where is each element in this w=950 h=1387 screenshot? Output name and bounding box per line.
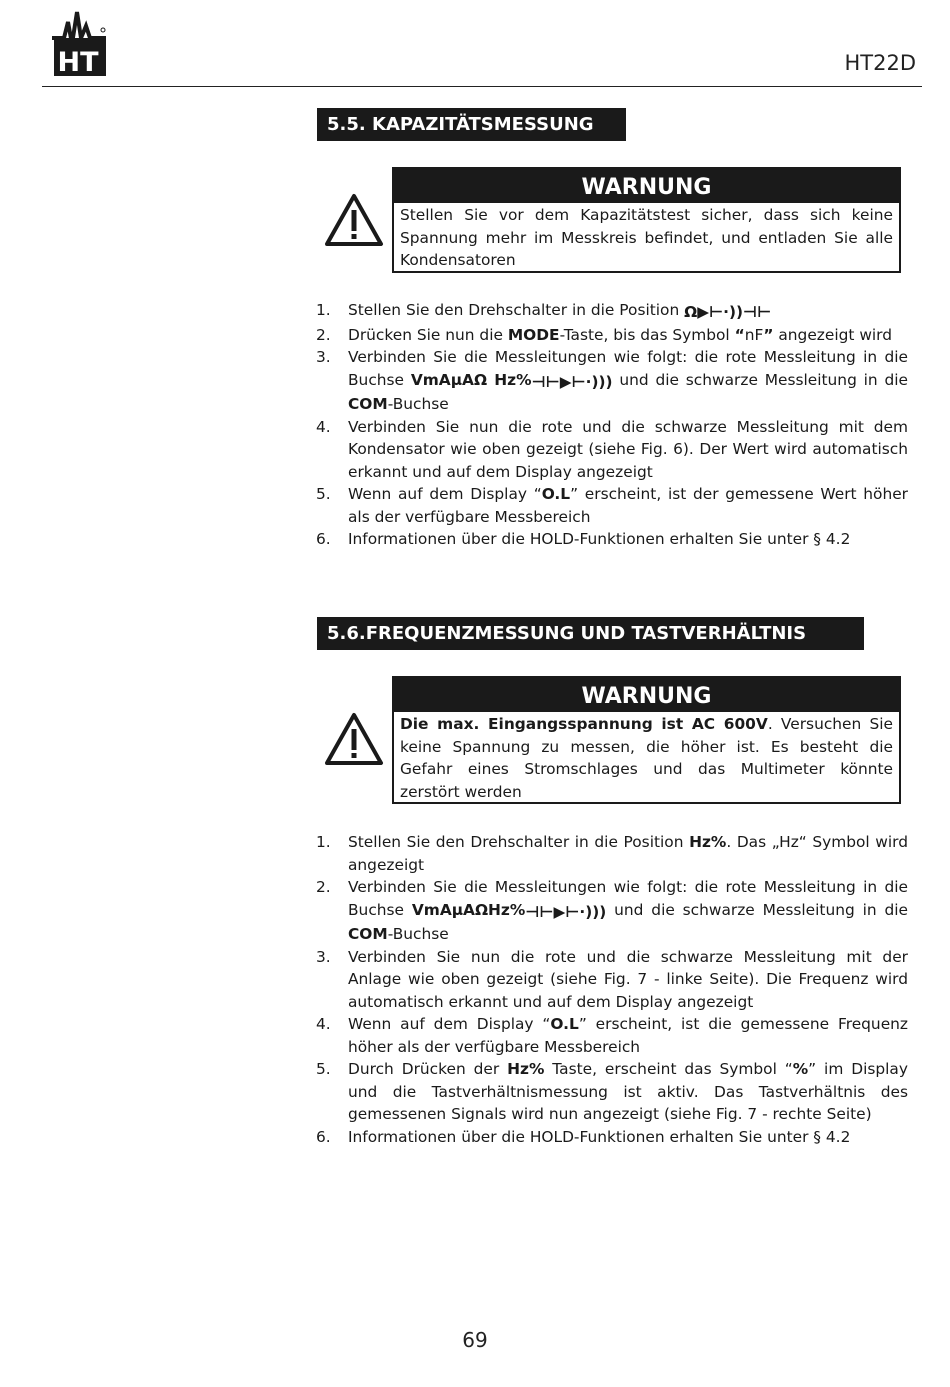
list-item: 1. Stellen Sie den Drehschalter in die Position Hz%. Das „Hz“ Symbol wird angezeigt — [316, 833, 908, 874]
list-item: 2. Verbinden Sie die Messleitungen wie folgt: die rote Messleitung in die Buchse VmAµAΩHz%⊣⊢▶⊢·))) und die schwarze Messleitung in die COM-Buchse — [316, 878, 908, 943]
warning-triangle-icon — [324, 193, 384, 247]
logo-text: HT — [57, 47, 99, 78]
percent-symbol: % — [792, 1060, 809, 1078]
warning-box-frequency — [392, 676, 901, 804]
hz-position-label: Hz% — [689, 833, 727, 851]
ht-logo — [50, 8, 108, 78]
warning-text: Stellen Sie vor dem Kapazitätstest sicher, dass sich keine Spannung mehr im Messkreis befindet, und entladen Sie alle Kondensatoren — [400, 206, 893, 269]
input-jack-label: VmAµAΩ Hz% — [410, 370, 532, 389]
list-item: 5. Durch Drücken der Hz% Taste, erscheint das Symbol “%” im Display und die Tastverhältnismessung ist aktiv. Das Tastverhältnis des gemessenen Signals wird nun angezeigt (siehe Fig. 7 - rechte Seite) — [316, 1060, 908, 1123]
list-item: 6. Informationen über die HOLD-Funktionen erhalten Sie unter § 4.2 — [316, 530, 851, 548]
com-jack-label: COM — [348, 925, 388, 943]
com-jack-label: COM — [348, 395, 388, 413]
warning-triangle-icon — [324, 712, 384, 766]
list-item: 6. Informationen über die HOLD-Funktionen erhalten Sie unter § 4.2 — [316, 1127, 851, 1146]
section-title-capacity: 5.5. KAPAZITÄTSMESSUNG — [317, 108, 626, 141]
input-jack-label: VmAµAΩHz% — [411, 900, 526, 919]
list-item: 5. Wenn auf dem Display “O.L” erscheint, ist der gemessene Wert höher als der verfügbare Messbereich — [316, 485, 908, 526]
warning-heading: WARNUNG — [394, 678, 899, 712]
list-item: 2. Drücken Sie nun die MODE-Taste, bis das Symbol “nF” angezeigt wird — [316, 325, 893, 344]
list-item: 3. Verbinden Sie nun die rote und die schwarze Messleitung mit der Anlage wie oben gezeigt (siehe Fig. 7 - linke Seite). Die Frequenz wird automatisch erkannt und auf dem Display angezeigt — [316, 947, 908, 1011]
ol-symbol: O.L — [541, 485, 571, 503]
list-item: 4. Verbinden Sie nun die rote und die schwarze Messleitung mit dem Kondensator wie oben gezeigt (siehe Fig. 6). Der Wert wird automatisch erkannt und auf dem Display angezeigt — [316, 417, 908, 481]
model-name: HT22D — [844, 51, 916, 75]
warning-bold-text: Die max. Eingangsspannung ist AC 600V — [400, 715, 768, 733]
section-title-frequency: 5.6.FREQUENZMESSUNG UND TASTVERHÄLTNIS — [317, 617, 864, 650]
steps-capacity — [316, 299, 908, 551]
warning-heading: WARNUNG — [394, 169, 899, 203]
jack-symbol: ⊣⊢▶⊢·))) — [531, 372, 613, 391]
mode-key-label: MODE — [507, 325, 560, 344]
rotary-position-symbol: Ω▶⊢·))⊣⊢ — [684, 303, 772, 321]
nf-symbol: nF — [744, 325, 764, 344]
page-number: 69 — [462, 1328, 488, 1352]
list-item: 1. Stellen Sie den Drehschalter in die Position Ω▶⊢·))⊣⊢ — [316, 299, 908, 324]
list-item: 3. Verbinden Sie die Messleitungen wie folgt: die rote Messleitung in die Buchse VmAµAΩ Hz%⊣⊢▶⊢·))) und die schwarze Messleitung in die COM-Buchse — [316, 348, 908, 413]
ol-symbol: O.L — [550, 1015, 579, 1033]
list-item: 4. Wenn auf dem Display “O.L” erscheint, ist die gemessene Frequenz höher als der verfügbare Messbereich — [316, 1015, 908, 1056]
warning-box-capacity — [392, 167, 901, 273]
steps-frequency — [316, 831, 908, 1148]
header-divider — [42, 86, 922, 87]
warning-text: Die max. Eingangsspannung ist AC 600V. Versuchen Sie keine Spannung zu messen, die höher ist. Es besteht die Gefahr eines Stromschlages und das Multimeter könnte zerstört werden — [400, 715, 893, 801]
jack-symbol: ⊣⊢▶⊢·))) — [525, 902, 607, 921]
hz-key-label: Hz% — [507, 1060, 545, 1078]
